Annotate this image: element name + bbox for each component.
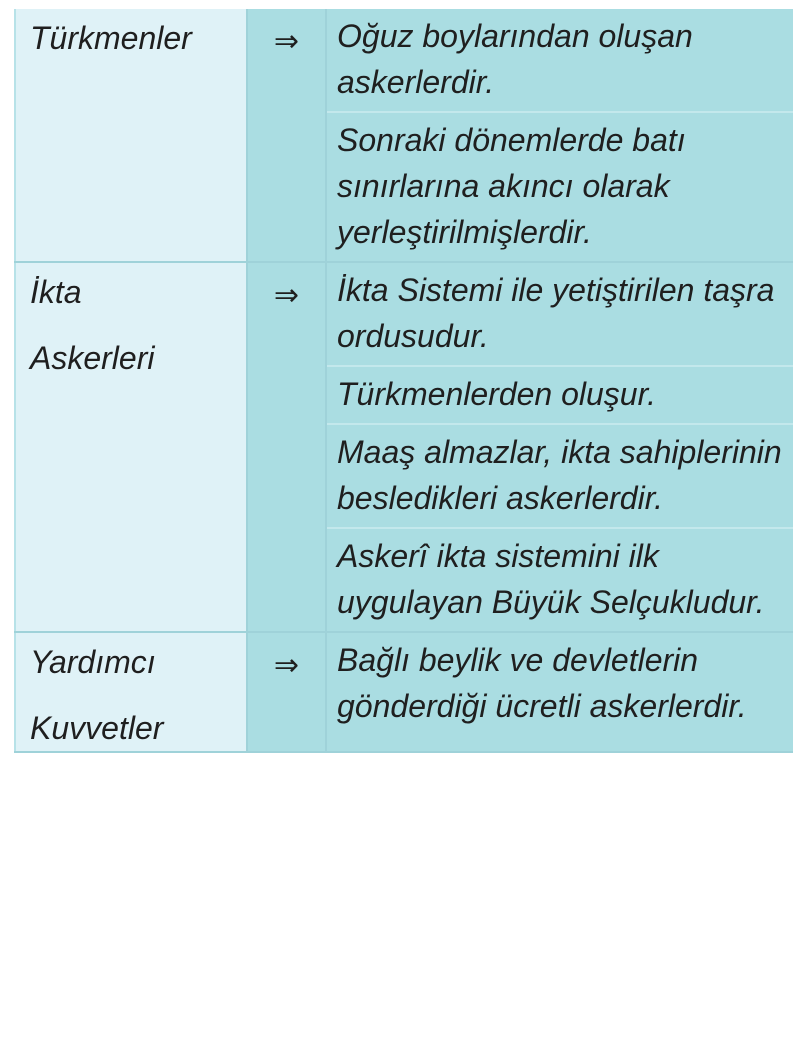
description-text: Oğuz boylarından oluşan askerlerdir. [337, 18, 693, 100]
description-text: Sonraki dönemlerde batı sınırlarına akıncı olarak yerleştirilmişlerdir. [337, 122, 686, 250]
description-cell [326, 366, 793, 424]
term-cell [15, 9, 247, 262]
term-cell [15, 262, 247, 632]
implies-arrow-icon: ⇒ [273, 278, 300, 313]
description-text: Bağlı beylik ve devletlerin gönderdiği ücretli askerlerdir. [337, 642, 747, 724]
table-row [15, 632, 793, 752]
implies-arrow-icon: ⇒ [273, 24, 300, 59]
arrow-cell [247, 9, 326, 262]
military-classes-table [14, 9, 793, 753]
term-label: Türkmenler [30, 20, 192, 56]
description-cell [326, 262, 793, 366]
term-label: İkta [30, 274, 82, 310]
description-cell [326, 9, 793, 112]
description-text: İkta Sistemi ile yetiştirilen taşra ordusudur. [337, 272, 775, 354]
description-cell [326, 112, 793, 262]
description-cell [326, 528, 793, 632]
arrow-cell [247, 632, 326, 752]
implies-arrow-icon: ⇒ [273, 648, 300, 683]
term-label: Kuvvetler [30, 710, 164, 746]
term-label: Yardımcı [30, 644, 156, 680]
table-row [15, 262, 793, 366]
description-text: Askerî ikta sistemini ilk uygulayan Büyük Selçukludur. [337, 538, 765, 620]
term-cell [15, 632, 247, 752]
description-text: Türkmenlerden oluşur. [337, 376, 656, 412]
description-cell [326, 424, 793, 528]
term-label: Askerleri [30, 340, 155, 376]
arrow-cell [247, 262, 326, 632]
description-cell [326, 632, 793, 752]
description-text: Maaş almazlar, ikta sahiplerinin besledikleri askerlerdir. [337, 434, 782, 516]
table-row [15, 9, 793, 112]
